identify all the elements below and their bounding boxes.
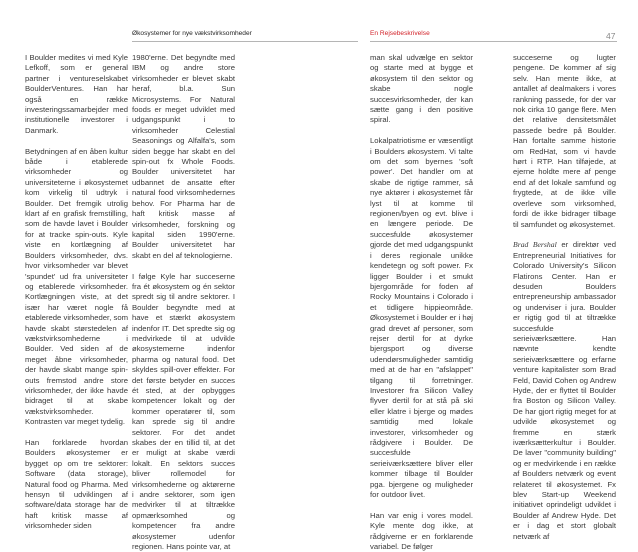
paragraph: I følge Kyle har succeserne fra ét økosystem og én sektor spredt sig til andre sektorer. I Boulder begyndte med at have et stærkt økosystem indenfor IT. Det spredte sig og medvirkede til at udvikle økosystemerne indenfor pharma og natural food. Det skyldes spill-over effekter. For det første betyder en succes ét sted, at der opbygges kompetencer lokalt og der kommer operatører til, som kan sprede sig til andre sektorer. For det andet skabes der en tillid til, at det er muligt at skabe værdi lokalt. En sektors succes bliver rollemodel for virksomhederne og aktørerne i andre sektorer, som igen medvirker til at tiltrække opmærksomhed og kompetencer fra andre økosystemer udenfor regionen. Hans pointe var, at	[132, 271, 235, 552]
page-number: 47	[606, 31, 616, 41]
paragraph-text: er direktør ved Entrepreneurial Initiatives for Colorado University's Silicon Flatirons Center. Han er desuden Boulders entrepreneurship ambassador og underviser i jura. Boulder er rigtig god til at tiltrække succesfulde serieiværksættere. Han nævnte kendte serieiværksættere og erfarne venture kapitalister som Brad Feld, David Cohen og Andrew Hyde, der er flyttet til Boulder fra Boston og Silicon Valley. De har gjort rigtig meget for at udvikle økosystemet og fremme en stærk iværksætterkultur i Boulder. De laver "community building" og er medvirkende i en række af Boulders netværk og event relateret til økosystemet. Fx blev Start-up Weekend initiativet oprindeligt udviklet i Boulder af Andrew Hyde. Det er i dag et stort globalt netværk af	[513, 240, 616, 541]
paragraph: 1980'erne. Det begyndte med IBM og andre store virksomheder er blevet skabt heraf, bl.a. Sun Microsystems. For Natural foods er meget udviklet med udgangspunkt i to virksomheder Celestial Seasonings og Alfalfa's, som siden begge har skabt en del spin-out fx Whole Foods. Boulder universitetet har udbannet de ansatte efter natural food virksomhedernes behov. For Pharma har de haft kritisk masse af virksomheder, forskning og kapital siden 1990'erne. Boulder universitetet har skabt en del af teknologierne.	[132, 53, 235, 260]
text-column-1	[25, 53, 128, 531]
text-column-2	[132, 53, 235, 552]
text-column-3	[370, 53, 473, 552]
running-head-left: Økosystemer for nye vækstvirksomheder	[132, 30, 252, 37]
paragraph: Betydningen af en åben kultur både i etablerede virksomheder og universiteterne i økosystemet kom virkelig til udtryk i Boulder. Det fremgik utrolig klart af en grafisk fremstilling, som de havde lavet i Boulder for at tracke spin-outs. Kyle viste en kortlægning af Boulders virksomheder, dvs. hvor virksomheder var blevet 'spundet' ud fra universiteter og etablerede virksomheder. Kortlægningen viste, at det især har været nogle få etablerede virksomheder, som havde skabt størstedelen af vækstvirksomhederne i Boulder. Ved siden af de meget åbne virksomheder, der havde skabt mange spin-outs fremstod andre store virksomheder, der ikke havde bidraget til at skabe vækstvirksomheder. Kontrasten var meget tydelig.	[25, 146, 128, 427]
header-rule-left	[132, 41, 358, 42]
header-rule-right	[370, 41, 617, 42]
paragraph: Lokalpatriotisme er væsentligt i Boulders økosystem. Vi talte om det som byernes 'soft power'. Det handler om at skabe de rigtige rammer, så nye aktører i økosystemet får lyst til at komme til regionen/byen og evt. blive i en længere periode. De succesfulde økosystemer gjorde det med udgangspunkt i deres regionale unikke kendetegn og soft power. Fx ligger Boulder i et smukt bjergområde for foden af Rocky Mountains i Colorado i et tidligere hippieområde. Økosystemet i Boulder er i høj grad drevet af personer, som rejser dertil for at dyrke bjergsport og diverse udendørsmuligheder samtidig med at de har en "afslappet" tilgang til forretninger. Investorer fra Silicon Valley flyver dertil for at stå på ski eller klatre i bjerge og mødes samtidig med lokale investorer, virksomheder og rådgivere i Boulder. De succesfulde serieiværksættere bliver eller kommer tilbage til Boulder pga. bjergene og muligheder for outdoor livet.	[370, 136, 473, 500]
text-column-4	[513, 53, 616, 541]
person-name: Brad Bershal	[513, 240, 557, 250]
paragraph	[513, 240, 616, 542]
paragraph: man skal udvælge en sektor og starte med at bygge et økosystem til den sektor og skabe nogle succesvirksomheder, der kan sætte gang i den positive spiral.	[370, 53, 473, 125]
running-head-right: En Rejsebeskrivelse	[370, 30, 430, 37]
paragraph: succeserne og lugter pengene. De kommer af sig selv. Han mente ikke, at antallet af dealmakers i vores rankning passede, for der var nok cirka 10 gange flere. Men det relative densitetsmålet passede bedre på Boulder. Han fortalte samme historie om RedHat, som vi havde hørt i RTP. Han tilføjede, at ejerne holdte mere af penge end af det lokale samfund og frygtede, at de ikke ville overleve som virksomhed, fordi de ikke bidrager tilbage til samfundet og økosystemet.	[513, 53, 616, 229]
paragraph: Han forklarede hvordan Boulders økosystemer er bygget op om tre sektorer: Software (data storage), Natural food og Pharma. Med hensyn til udviklingen af software/data storage har de haft kritisk masse af virksomheder siden	[25, 438, 128, 531]
paragraph: I Boulder medites vi med Kyle Lefkoff, som er general partner i ventureselskabet BoulderVentures. Han har også en række investeringssamarbejder med institutionelle investorer i Danmark.	[25, 53, 128, 135]
paragraph: Han var enig i vores model. Kyle mente dog ikke, at rådgiverne er en forklarende variabel. De følger	[370, 510, 473, 552]
